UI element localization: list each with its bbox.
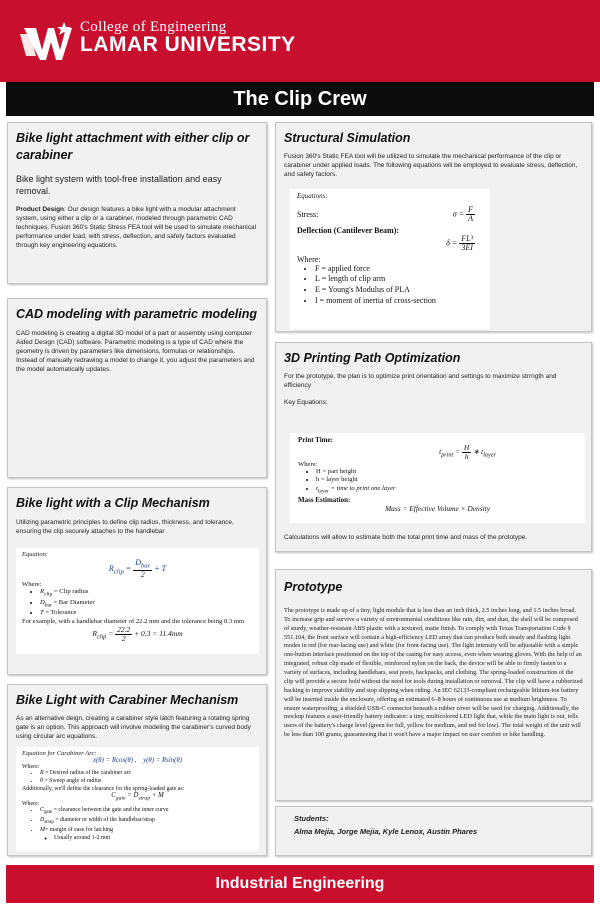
eq-lhs: δ =: [446, 238, 460, 248]
def-subscript: bar: [44, 602, 52, 609]
eq-fraction: [115, 626, 132, 643]
prototype-panel: [275, 569, 592, 801]
mass-estimation-label: Mass Estimation:: [298, 496, 351, 505]
clip-radius-equation: [22, 559, 253, 579]
eq-denominator: 3EI: [461, 243, 473, 253]
department-footer: Industrial Engineering: [6, 865, 594, 903]
eq-fraction: [462, 444, 471, 461]
carabiner-equation-box: [16, 747, 259, 851]
carabiner-title: Bike Light with Carabiner Mechanism: [16, 693, 239, 707]
carabiner-additional: Additionally, we'll define the clearance for the spring-loaded gate as:: [22, 785, 185, 792]
structural-definitions: [297, 264, 483, 307]
eq-symbol: t: [439, 446, 442, 456]
lamar-star-logo-icon: [18, 20, 74, 68]
def-text: = time to print one layer: [328, 485, 396, 493]
definition-item: [40, 609, 253, 618]
print-time-equation: [298, 444, 577, 461]
def-text: = Sweep angle of radius: [42, 777, 102, 784]
definition-item: [316, 468, 577, 477]
intro-panel: [7, 122, 267, 284]
printing-closing: Calculations will allow to estimate both the total print time and mass of the prototype.: [284, 534, 528, 541]
definition-item: • E = Young's Modulus of PLA: [315, 285, 483, 296]
clip-example-text: For example, with a handlebar diameter of 22.2 mm and the tolerance being 0.3 mm: [22, 618, 245, 626]
carabiner-eq-caption: Equation for Carabiner Arc:: [22, 750, 97, 757]
clip-equation-box: [16, 548, 259, 654]
eq-numerator: FL³: [461, 233, 473, 243]
eq-y: y(θ) = Rsin(θ): [143, 757, 182, 764]
carabiner-arc-equation: [22, 757, 253, 764]
eq-x: x(θ) = Rcos(θ) ,: [93, 757, 137, 764]
eq-tail: + T: [152, 563, 167, 573]
definition-item: [40, 778, 253, 786]
stress-row: [297, 206, 483, 224]
poster-title: The Clip Crew: [6, 82, 594, 116]
printing-definitions: [298, 468, 577, 497]
definition-item: [40, 588, 253, 599]
eq-lhs: σ =: [452, 209, 467, 219]
eq-denominator: h: [464, 451, 469, 461]
deflection-label: Deflection (Cantilever Beam):: [297, 225, 400, 235]
eq-subscript: print: [441, 452, 454, 459]
def-symbol: M: [40, 826, 45, 833]
student-names: Alma Mejia, Jorge Mejia, Kyle Lenox, Austin Phares: [294, 827, 478, 836]
eq-denominator: 2: [121, 634, 126, 644]
eq-subscript: gate: [115, 795, 126, 802]
definition-item: [40, 770, 253, 778]
eq-numerator: F: [468, 205, 473, 214]
print-time-label: Print Time:: [298, 436, 333, 444]
definition-item: [40, 827, 253, 843]
def-symbol: h: [316, 476, 320, 484]
definition-item: • I = moment of inertia of cross-section: [315, 296, 483, 307]
university-name: LAMAR UNIVERSITY: [80, 33, 296, 56]
clip-text: Utilizing parametric principles to define clip radius, thickness, and tolerance, ensuring the clip securely attaches to the handlebar: [16, 518, 234, 535]
def-text: = Bar Diameter: [51, 598, 95, 606]
clip-title: Bike light with a Clip Mechanism: [16, 496, 210, 510]
definition-item: • F = applied force: [315, 264, 483, 275]
intro-title: Bike light attachment with either clip or carabiner: [16, 131, 250, 162]
def-text: = Clip radius: [52, 587, 89, 595]
carabiner-panel: [7, 684, 267, 856]
printing-panel: [275, 342, 592, 552]
definition-item: [40, 599, 253, 610]
def-symbol: R: [40, 587, 45, 595]
students-panel: [275, 806, 592, 856]
clip-definitions: [22, 588, 253, 618]
def-text: = Tolerance: [43, 609, 77, 617]
cad-text: CAD modeling is creating a digital 3D model of a part or assembly using computer Aided Design (CAD) software. Parametric modeling is a type of CAD where the geometry is driven by parameters like dimensions, formulas or relationships. Instead of manually redrawing a model to change it, you adjust the parameters and the model automatically updates.: [16, 329, 255, 374]
mass-equation: Mass = Effective Volume × Density: [385, 504, 490, 514]
eq-denominator: A: [468, 214, 473, 224]
eq-subscript: layer: [483, 452, 496, 459]
intro-design-paragraph: [16, 205, 258, 250]
students-label: Students:: [294, 814, 329, 823]
def-symbol: D: [40, 598, 45, 606]
clip-example-equation: [22, 626, 253, 643]
carabiner-where-2: Where:: [22, 801, 40, 808]
eq-symbol: R: [108, 563, 114, 573]
definition-item: [40, 807, 253, 817]
definition-item: [40, 817, 253, 827]
def-symbol: D: [40, 817, 45, 824]
def-symbol: C: [40, 807, 44, 814]
intro-lead: Bike light system with tool-free installation and easy removal.: [16, 173, 222, 196]
structural-text: Fusion 360's Static FEA tool will be utilized to simulate the mechanical performance of the clip or carabiner under applied loads. The following equations will be employed to evaluate stress, deflection, and safety factors.: [284, 152, 578, 179]
eq-subscript: clip: [96, 633, 107, 641]
carabiner-definitions-2: [22, 807, 253, 843]
printing-text: For the prototype, the plan is to optimize print orientation and settings to maximize strrngth and efficiency: [284, 372, 557, 389]
eq-fraction: [466, 206, 475, 224]
carabiner-where-1: Where:: [22, 764, 40, 770]
def-text: = Desired radius of the carabiner arc: [43, 770, 132, 776]
eq-mid: = D: [125, 791, 139, 799]
structural-title: Structural Simulation: [284, 131, 411, 145]
eq-numerator: D: [135, 558, 141, 567]
structural-equation-box: [290, 189, 490, 329]
def-subscript: strap: [44, 820, 54, 826]
eq-numerator: 22.2: [117, 625, 131, 635]
def-text: = diameter or width of the handlebar/strap: [53, 817, 155, 824]
def-symbol: T: [40, 609, 44, 617]
eq-tail: ∗ t: [471, 446, 484, 456]
university-header: [0, 0, 600, 82]
definition-item: [316, 485, 577, 496]
structural-eq-caption: Equations:: [297, 192, 328, 200]
prototype-text: The prototype is made up of a tiny, light module that is less than an inch thick, 2.5 inches long, and 1.5 inches broad. To increase grip and survive a variety of environmental conditions like rain, dirt, and dust, the shell will be composed of sturdy, weather-resistant ABS plastic with a textured, matte finish. To comply with Texas Transportation Code § 551.104, the front surface will contain a high-efficiency LED array that can produce both steady and flashing light modes in red (for rear-facing use) and white (for front-facing use). The light intensity will be adjustable with a simple one-button interface positioned on the top of the casing for easy access, even when wearing gloves. With the help of an integrated, robust clip made of flexible, reinforced nylon on the back, the device will be able to firmly fasten to a variety of surfaces, including handlebars, seat posts, backpacks, and clothing. The spring-loaded construction of the clip will provide a secure hold without the need for tools during installation or removal. The clip will have a rubberized backing to improve stability and stop slipping when riding. An IEC 62133-compliant rechargeable lithium-ion battery will be inserted inside the enclosure, offering an estimated 6–8 hours of continuous use at medium brightness. To ensure waterproofing, a shielded USB-C connector beneath a rubber cover will be used for charging. Additionally, the mockup features a user-friendly battery indicator: a tiny, multicolored LED light that, while the main light is out, tells users of the battery's charge level (green for full, yellow for medium, and red for low). The total weight of the unit will be less than 100 grams, guaranteeing that it won't have a major impact on user comfort or bike handling.: [284, 606, 583, 739]
def-symbol: R: [40, 770, 44, 776]
eq-subscript: clip: [113, 568, 124, 576]
def-text: = part height: [320, 467, 357, 475]
stress-equation: [453, 206, 483, 224]
eq-subscript: strap: [138, 795, 151, 802]
def-subscript: gate: [43, 810, 53, 816]
def-subscript: clip: [44, 591, 53, 598]
eq-equals: =: [123, 563, 134, 573]
definition-item: [316, 476, 577, 485]
structural-panel: [275, 122, 592, 332]
definition-item: • L = length of clip arm: [315, 274, 483, 285]
carabiner-definitions-1: [22, 770, 253, 786]
eq-subscript: bar: [140, 562, 151, 570]
eq-symbol: C: [111, 791, 116, 799]
eq-fraction: [459, 235, 475, 253]
clip-where: Where:: [22, 580, 42, 588]
eq-tail: + 0.3 = 11.4mm: [132, 629, 183, 639]
def-symbol: H: [316, 467, 321, 475]
printing-title: 3D Printing Path Optimization: [284, 351, 461, 365]
eq-fraction: [133, 559, 152, 579]
eq-numerator: H: [463, 443, 470, 452]
eq-tail: + M: [150, 791, 164, 799]
def-symbol: t: [316, 485, 318, 493]
cad-panel: [7, 298, 267, 478]
printing-equation-box: [290, 433, 585, 523]
def-symbol: θ: [40, 777, 43, 784]
def-text: = layer height: [319, 476, 358, 484]
note-item: ◦ Usually around 1-2 mm: [54, 835, 253, 843]
eq-equals: =: [106, 629, 116, 639]
printing-where: Where:: [298, 460, 318, 468]
def-text: = clearance between the gate and the inner curve: [52, 807, 169, 814]
def-text: = margin of ease for latching: [44, 826, 114, 833]
deflection-equation: [297, 235, 483, 253]
design-text: : Our design features a bike light with a modular attachment system, using either a clip or a carabiner, modeled through parametric CAD techniques. Fusion 360's Static Stress FEA tool will be used to simulate mechanical performance under load, with stress, deflection, and safety factors evaluated through key engineering equations.: [16, 206, 257, 250]
stress-label: Stress:: [297, 210, 319, 220]
cad-title: CAD modeling with parametric modeling: [16, 307, 257, 321]
design-label: Product Design: [16, 206, 65, 214]
def-subscript: layer: [317, 488, 329, 495]
structural-where: Where:: [297, 254, 321, 264]
eq-equals: =: [453, 446, 462, 456]
clip-eq-caption: Equation:: [22, 551, 48, 558]
eq-symbol: R: [92, 629, 97, 639]
college-name: College of Engineering: [80, 19, 227, 35]
prototype-title: Prototype: [284, 580, 343, 594]
carabiner-text: As an alternative deign, creating a carabiner style latch featuring a rotating spring gate is an option. This approach will involve modeling the carabiner's curved body using circular arc equations.: [16, 714, 251, 741]
clip-panel: [7, 487, 267, 675]
key-equations-label: Key Equations:: [284, 399, 328, 407]
gate-clearance-equation: [22, 792, 253, 801]
eq-denominator: 2: [140, 569, 145, 579]
